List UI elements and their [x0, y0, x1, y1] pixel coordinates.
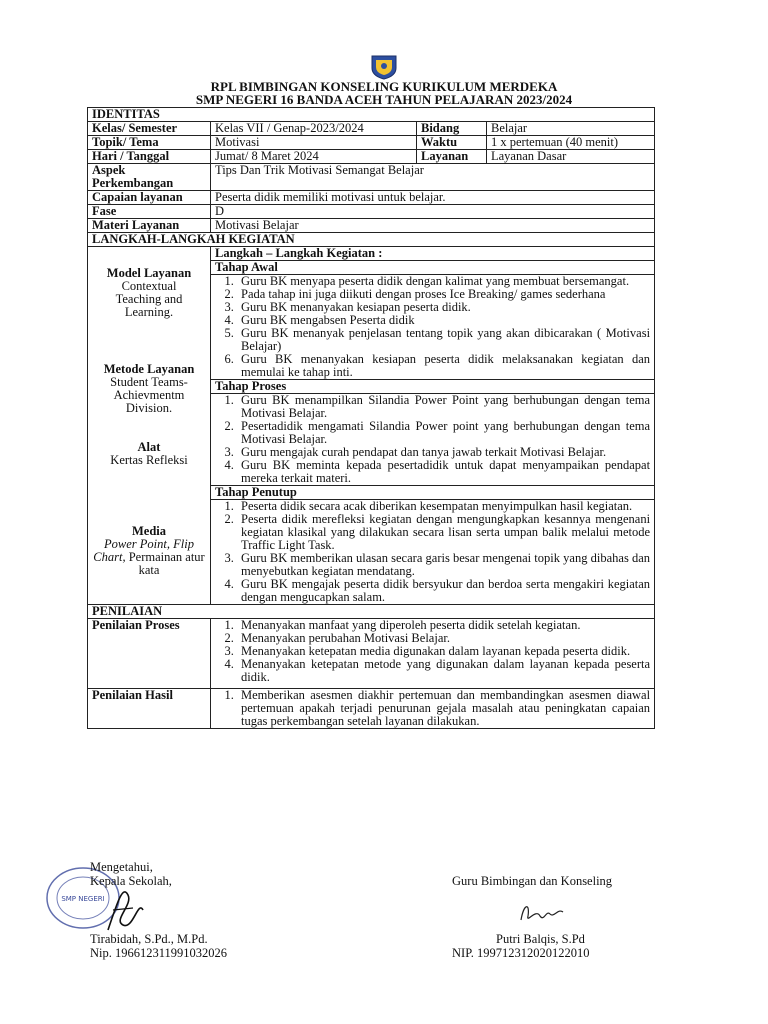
list-item: 5. Guru BK menanyak penjelasan tentang topik yang akan dibicarakan ( Motivasi Belajar): [237, 327, 650, 353]
counselor-name: Putri Balqis, S.Pd: [496, 932, 585, 946]
list-item: 4. Guru BK mengabsen Peserta didik: [237, 314, 650, 327]
principal-nip: Nip. 196612311991032026: [90, 946, 228, 960]
table-row: [88, 150, 655, 164]
aspek-label: Aspek Perkembangan: [88, 164, 211, 191]
section-penilaian: PENILAIAN: [88, 605, 655, 619]
langkah-right-column: [211, 247, 655, 605]
list-item: 3. Guru BK memberikan ulasan secara garis besar mengenai topik yang dibahas dan menyebutkan kegiatan mendatang.: [237, 552, 650, 578]
kelas-value: Kelas VII / Genap-2023/2024: [211, 122, 417, 136]
alat-value: Kertas Refleksi: [110, 453, 188, 467]
list-item: 4. Guru BK mengajak peserta didik bersyukur dan berdoa serta mengakiri kegiatan dengan mengucapkan salam.: [237, 578, 650, 604]
media-block: [92, 525, 206, 577]
penilaian-hasil-list: [215, 689, 650, 728]
table-row: [88, 205, 655, 219]
table-row: [88, 136, 655, 150]
table-row: [88, 122, 655, 136]
tahap-penutup-title: Tahap Penutup: [211, 485, 654, 500]
topik-value: Motivasi: [211, 136, 417, 150]
tahap-proses-list: [215, 394, 650, 485]
model-block: [92, 267, 206, 363]
signature-left-line2: Kepala Sekolah,: [90, 874, 172, 888]
table-row: [88, 219, 655, 233]
media-value-rest: Permainan atur kata: [128, 550, 205, 577]
list-item: 6. Guru BK menanyakan kesiapan peserta didik melaksanakan kegiatan dan memulai ke tahap inti.: [237, 353, 650, 379]
list-item: 4. Guru BK meminta kepada pesertadidik untuk dapat menyampaikan pendapat mereka terkait materi.: [237, 459, 650, 485]
bidang-value: Belajar: [487, 122, 655, 136]
penilaian-proses-list: [215, 619, 650, 684]
capaian-value: Peserta didik memiliki motivasi untuk belajar.: [211, 191, 655, 205]
list-item: 4. Menanyakan ketepatan metode yang digunakan dalam layanan kepada peserta didik.: [237, 658, 650, 684]
list-item: 1. Memberikan asesmen diakhir pertemuan dan membandingkan asesmen diawal pertemuan apakah terjadi penurunan gejala masalah atau peningkatan capaian tugas perkembangan setelah layanan dilakukan.: [237, 689, 650, 728]
table-row: [88, 619, 655, 689]
hari-label: Hari / Tanggal: [88, 150, 211, 164]
fase-label: Fase: [88, 205, 211, 219]
waktu-value: 1 x pertemuan (40 menit): [487, 136, 655, 150]
tahap-proses-title: Tahap Proses: [211, 379, 654, 394]
signature-right-line1: Guru Bimbingan dan Konseling: [452, 874, 613, 888]
section-identitas: IDENTITAS: [88, 108, 655, 122]
list-item: 1. Guru BK menampilkan Silandia Power Point yang berhubungan dengan tema Motivasi Belajar.: [237, 394, 650, 420]
section-langkah: LANGKAH-LANGKAH KEGIATAN: [88, 233, 655, 247]
list-item: 3. Menanyakan ketepatan media digunakan dalam layanan kepada peserta didik.: [237, 645, 650, 658]
fase-value: D: [211, 205, 655, 219]
document-title-line2: SMP NEGERI 16 BANDA ACEH TAHUN PELAJARAN 2023/2024: [195, 92, 573, 107]
list-item: 1. Menanyakan manfaat yang diperoleh peserta didik setelah kegiatan.: [237, 619, 650, 632]
table-row: [88, 689, 655, 729]
media-label: Media: [131, 524, 167, 538]
model-label: Model Layanan: [106, 266, 192, 280]
penilaian-proses-label: Penilaian Proses: [88, 619, 211, 689]
list-item: 3. Guru mengajak curah pendapat dan tanya jawab terkait Motivasi Belajar.: [237, 446, 650, 459]
layanan-value: Layanan Dasar: [487, 150, 655, 164]
list-item: 2. Pada tahap ini juga diikuti dengan proses Ice Breaking/ games sederhana: [237, 288, 650, 301]
bidang-label: Bidang: [417, 122, 487, 136]
langkah-header: Langkah – Langkah Kegiatan :: [211, 247, 654, 261]
hari-value: Jumat/ 8 Maret 2024: [211, 150, 417, 164]
counselor-signature: [516, 898, 568, 928]
metode-value: Student Teams-Achievmentm Division.: [110, 375, 188, 415]
media-value: [92, 538, 206, 577]
aspek-value: Tips Dan Trik Motivasi Semangat Belajar: [211, 164, 655, 191]
tahap-awal-title: Tahap Awal: [211, 261, 654, 275]
alat-block: [92, 441, 206, 525]
penilaian-hasil-label: Penilaian Hasil: [88, 689, 211, 729]
materi-value: Motivasi Belajar: [211, 219, 655, 233]
model-value: Contextual Teaching and Learning.: [115, 279, 183, 319]
list-item: 1. Guru BK menyapa peserta didik dengan kalimat yang membuat bersemangat.: [237, 275, 650, 288]
alat-label: Alat: [137, 440, 161, 454]
media-value-italic: Power Point, Flip Chart,: [93, 537, 194, 564]
waktu-label: Waktu: [417, 136, 487, 150]
materi-label: Materi Layanan: [88, 219, 211, 233]
principal-name: Tirabidah, S.Pd., M.Pd.: [90, 932, 208, 946]
list-item: 2. Peserta didik merefleksi kegiatan dengan mengungkapkan kesannya mengenani kegiatan klasikal yang dilakukan secara lisan serta umpan balik melalui metode Traffic Light Task.: [237, 513, 650, 552]
topik-label: Topik/ Tema: [88, 136, 211, 150]
tahap-awal-list: [215, 275, 650, 379]
signature-left-line1: Mengetahui,: [90, 860, 153, 874]
table-row: [88, 191, 655, 205]
penilaian-hasil-cell: [211, 689, 655, 729]
capaian-label: Capaian layanan: [88, 191, 211, 205]
list-item: 2. Pesertadidik mengamati Silandia Power point yang berhubungan dengan tema Motivasi Belajar.: [237, 420, 650, 446]
tahap-penutup-list: [215, 500, 650, 604]
principal-signature: [98, 880, 148, 940]
stamp-text: SMP NEGERI: [61, 895, 105, 903]
layanan-label: Layanan: [417, 150, 487, 164]
section-identitas-row: [88, 108, 655, 122]
table-row: [88, 164, 655, 191]
metode-block: [92, 363, 206, 441]
kelas-label: Kelas/ Semester: [88, 122, 211, 136]
list-item: 3. Guru BK menanyakan kesiapan peserta didik.: [237, 301, 650, 314]
langkah-row: [88, 247, 655, 605]
counselor-nip: NIP. 199712312020122010: [452, 946, 590, 960]
rpl-table: [87, 107, 655, 729]
metode-label: Metode Layanan: [103, 362, 195, 376]
langkah-left-column: [88, 247, 211, 605]
list-item: 2. Menanyakan perubahan Motivasi Belajar.: [237, 632, 650, 645]
document-title-line1: RPL BIMBINGAN KONSELING KURIKULUM MERDEKA: [210, 79, 558, 94]
section-langkah-row: [88, 233, 655, 247]
section-penilaian-row: [88, 605, 655, 619]
penilaian-proses-cell: [211, 619, 655, 689]
list-item: 1. Peserta didik secara acak diberikan kesempatan menyimpulkan hasil kegiatan.: [237, 500, 650, 513]
school-logo: [369, 54, 399, 80]
